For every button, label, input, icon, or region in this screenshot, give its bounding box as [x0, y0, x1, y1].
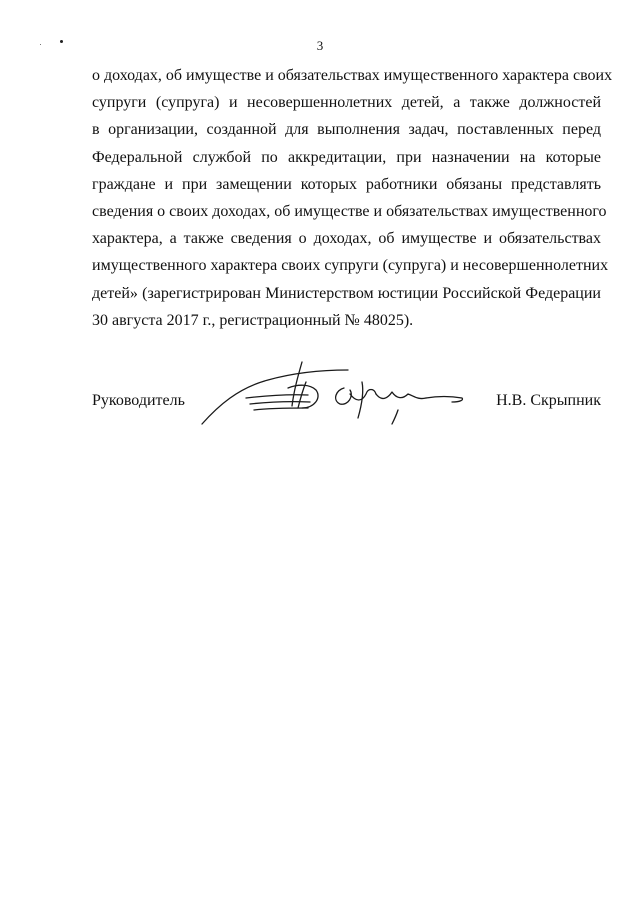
signature-block: [92, 392, 601, 416]
body-line: имущественного характера своих супруги (супруга) и несовершеннолетних: [92, 257, 609, 275]
body-line: о доходах, об имуществе и обязательствах имущественного характера своих: [92, 67, 613, 84]
body-line: граждане и при замещении которых работники обязаны представлять: [92, 175, 601, 193]
signatory-name: Н.В. Скрыпник: [496, 392, 601, 409]
scan-speck: [60, 40, 63, 43]
body-line: в организации, созданной для выполнения задач, поставленных перед: [92, 121, 601, 139]
body-line: сведения о своих доходах, об имуществе и обязательствах имущественного: [92, 202, 607, 220]
body-line: 30 августа 2017 г., регистрационный № 48025).: [92, 311, 414, 329]
body-line: детей» (зарегистрирован Министерством юстиции Российской Федерации: [92, 284, 601, 302]
signatory-title: Руководитель: [92, 392, 185, 409]
body-line: Федеральной службой по аккредитации, при назначении на которые: [92, 148, 601, 166]
body-line: характера, а также сведения о доходах, об имуществе и обязательствах: [92, 230, 601, 248]
scan-speck: [40, 44, 41, 45]
document-body: [92, 62, 613, 334]
body-line: супруги (супруга) и несовершеннолетних детей, а также должностей: [92, 94, 601, 112]
page-number: 3: [316, 38, 324, 53]
